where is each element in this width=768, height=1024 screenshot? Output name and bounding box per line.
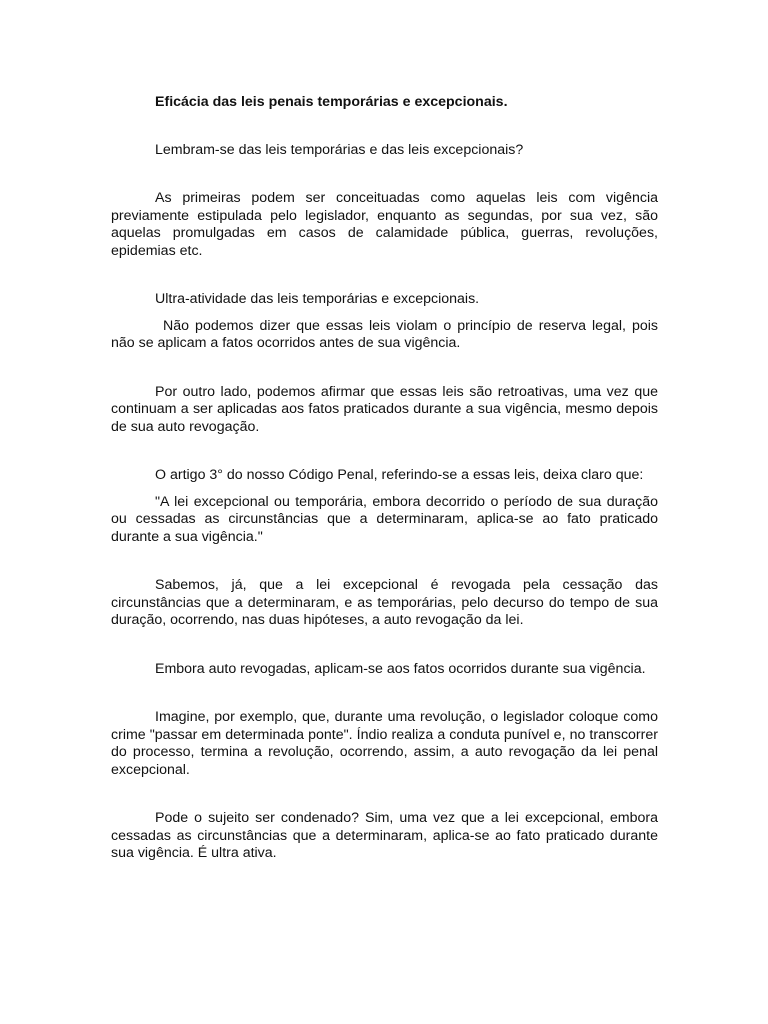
- paragraph-5: Por outro lado, podemos afirmar que essas leis são retroativas, uma vez que continuam a ser aplicadas aos fatos praticados durante a sua vigência, mesmo depois de sua auto revogação.: [111, 383, 658, 435]
- paragraph-10: Imagine, por exemplo, que, durante uma revolução, o legislador coloque como crime "passar em determinada ponte". Índio realiza a conduta punível e, no transcorrer do processo, termina a revolução, ocorrendo, assim, a auto revogação da lei penal excepcional.: [111, 709, 658, 778]
- paragraph-7-quote: "A lei excepcional ou temporária, embora decorrido o período de sua duração ou cessadas as circunstâncias que a determinaram, aplica-se ao fato praticado durante a sua vigência.": [111, 493, 658, 545]
- document-title: Eficácia das leis penais temporárias e excepcionais.: [155, 94, 508, 110]
- paragraph-3-subheading: Ultra-atividade das leis temporárias e excepcionais.: [155, 291, 480, 307]
- paragraph-6: O artigo 3° do nosso Código Penal, referindo-se a essas leis, deixa claro que:: [155, 467, 644, 483]
- paragraph-2: As primeiras podem ser conceituadas como aquelas leis com vigência previamente estipulada pelo legislador, enquanto as segundas, por sua vez, são aquelas promulgadas em casos de calamidade pública, guerras, revoluções, epidemias etc.: [111, 190, 658, 259]
- paragraph-9: Embora auto revogadas, aplicam-se aos fatos ocorridos durante sua vigência.: [155, 660, 646, 677]
- paragraph-4: Não podemos dizer que essas leis violam o princípio de reserva legal, pois não se aplicam a fatos ocorridos antes de sua vigência.: [111, 317, 658, 351]
- paragraph-8: Sabemos, já, que a lei excepcional é revogada pela cessação das circunstâncias que a determinaram, e as temporárias, pelo decurso do tempo de sua duração, ocorrendo, nas duas hipóteses, a auto revogação da lei.: [111, 577, 658, 628]
- paragraph-1: Lembram-se das leis temporárias e das leis excepcionais?: [155, 141, 524, 158]
- paragraph-11: Pode o sujeito ser condenado? Sim, uma vez que a lei excepcional, embora cessadas as circunstâncias que a determinaram, aplica-se ao fato praticado durante sua vigência. É ultra ativa.: [111, 810, 658, 861]
- document-body: [111, 94, 658, 863]
